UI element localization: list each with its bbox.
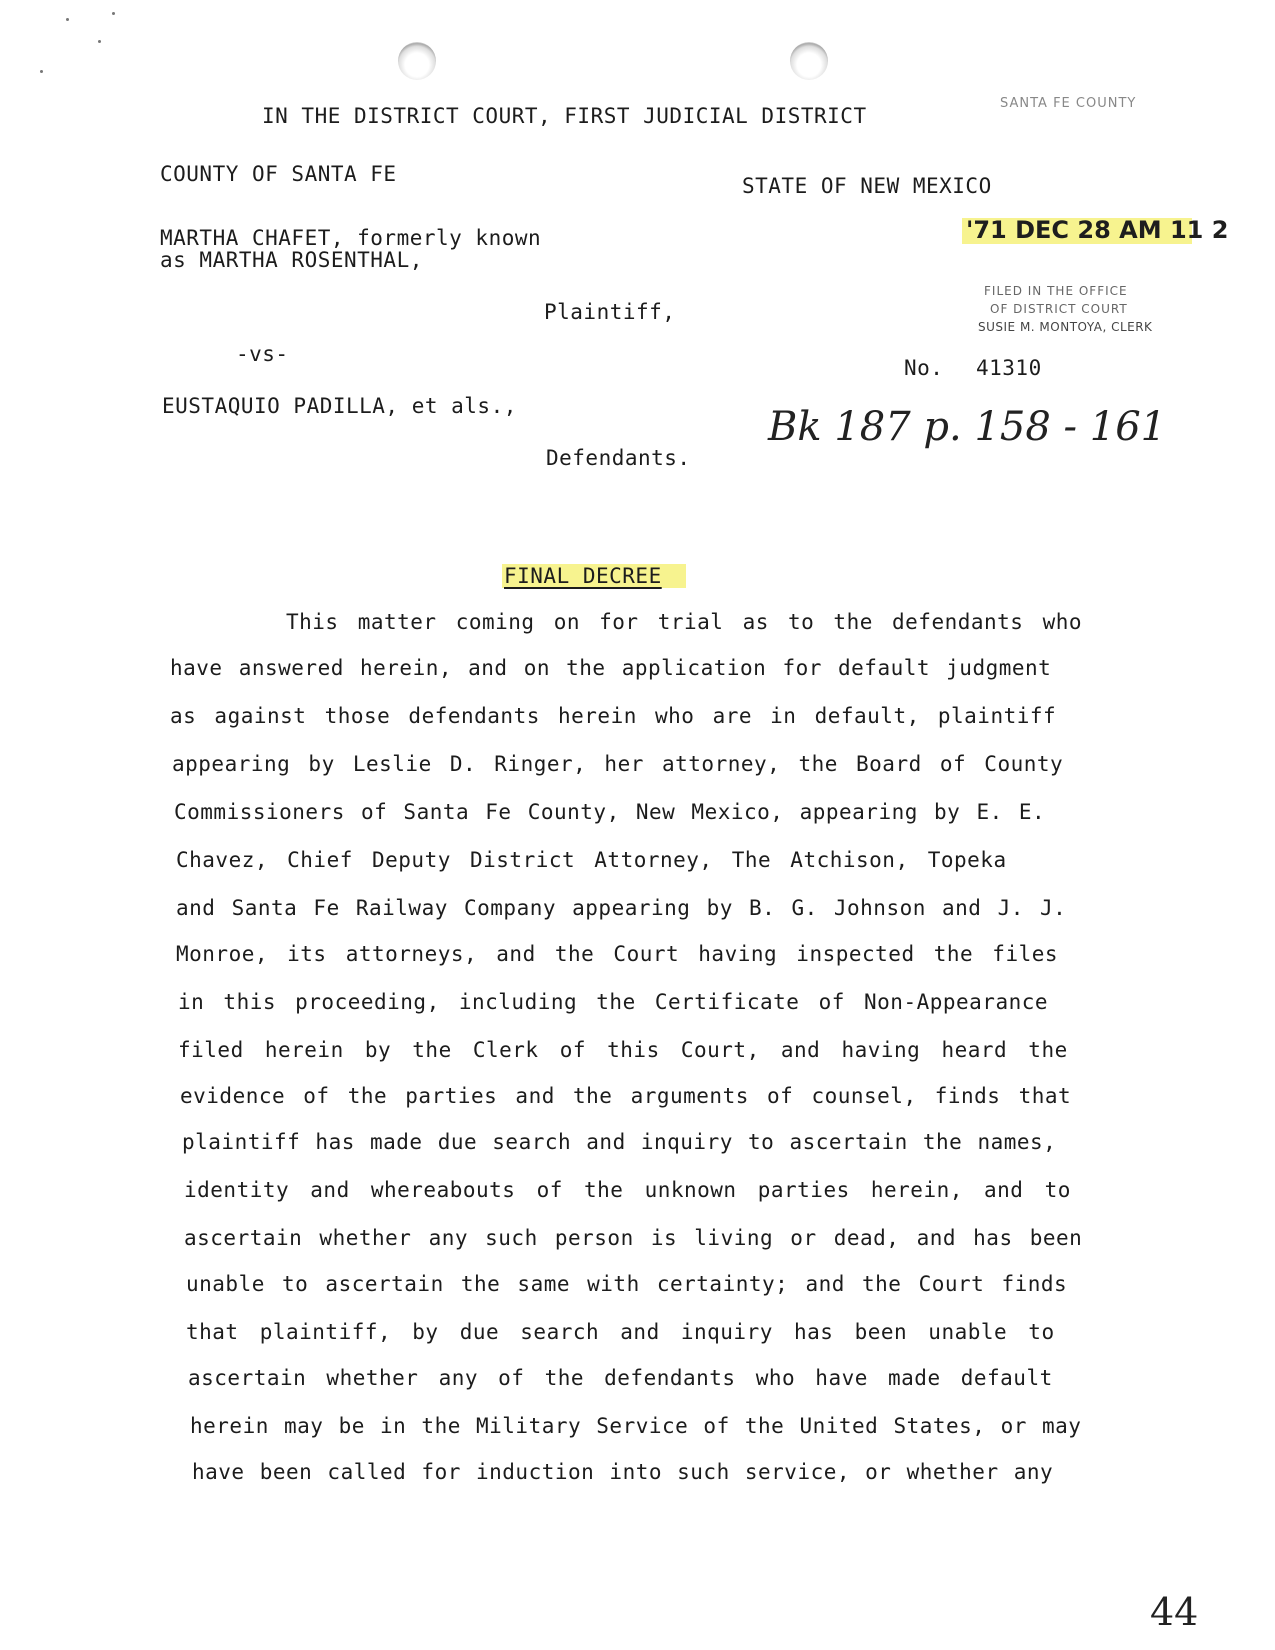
punch-hole-left — [398, 42, 436, 80]
defendant-name: EUSTAQUIO PADILLA, et als., — [162, 394, 517, 418]
speck — [40, 70, 43, 73]
body-line: appearing by Leslie D. Ringer, her attorney, the Board of County — [172, 752, 1064, 776]
case-number: 41310 — [976, 356, 1042, 380]
versus-label: -vs- — [236, 342, 289, 366]
court-heading: IN THE DISTRICT COURT, FIRST JUDICIAL DISTRICT — [262, 104, 867, 128]
body-line: Chavez, Chief Deputy District Attorney, The Atchison, Topeka — [176, 848, 1007, 872]
body-line: and Santa Fe Railway Company appearing by B. G. Johnson and J. J. — [176, 896, 1067, 920]
state-label: STATE OF NEW MEXICO — [742, 174, 992, 198]
speck — [98, 40, 101, 43]
body-line: in this proceeding, including the Certificate of Non-Appearance — [178, 990, 1049, 1014]
body-line: herein may be in the Military Service of the United States, or may — [190, 1414, 1082, 1438]
stamp-line-3: SUSIE M. MONTOYA, CLERK — [978, 320, 1153, 334]
body-line: as against those defendants herein who are in default, plaintiff — [170, 704, 1057, 728]
body-line: unable to ascertain the same with certainty; and the Court finds — [186, 1272, 1068, 1296]
stamp-line-1: FILED IN THE OFFICE — [984, 284, 1128, 298]
body-line: filed herein by the Clerk of this Court, and having heard the — [178, 1038, 1068, 1062]
county-label: COUNTY OF SANTA FE — [160, 162, 397, 186]
body-line: ascertain whether any of the defendants who have made default — [188, 1366, 1053, 1390]
body-line: Commissioners of Santa Fe County, New Mexico, appearing by E. E. — [174, 800, 1046, 824]
body-line: have answered herein, and on the application for default judgment — [170, 656, 1052, 680]
document-title: FINAL DECREE — [504, 564, 662, 588]
handwritten-book-reference: Bk 187 p. 158 - 161 — [768, 404, 1167, 450]
stamp-line-2: OF DISTRICT COURT — [990, 302, 1128, 316]
body-line: ascertain whether any such person is living or dead, and has been — [184, 1226, 1083, 1250]
body-line: evidence of the parties and the arguments of counsel, finds that — [180, 1084, 1072, 1108]
speck — [66, 18, 69, 21]
body-line: have been called for induction into such service, or whether any — [192, 1460, 1054, 1484]
speck — [112, 12, 115, 15]
handwritten-page-number: 44 — [1150, 1590, 1199, 1634]
defendant-role: Defendants. — [546, 446, 691, 470]
case-number-label: No. — [904, 356, 944, 380]
body-line: Monroe, its attorneys, and the Court having inspected the files — [176, 942, 1059, 966]
plaintiff-role: Plaintiff, — [544, 300, 676, 324]
body-line: plaintiff has made due search and inquiry to ascertain the names, — [182, 1130, 1057, 1154]
punch-hole-right — [790, 42, 828, 80]
body-line: This matter coming on for trial as to the defendants who — [286, 610, 1083, 634]
plaintiff-name-line-2: as MARTHA ROSENTHAL, — [160, 248, 423, 272]
body-line: identity and whereabouts of the unknown parties herein, and to — [184, 1178, 1071, 1202]
body-line: that plaintiff, by due search and inquiry has been unable to — [186, 1320, 1055, 1344]
plaintiff-name-line-1: MARTHA CHAFET, formerly known — [160, 226, 542, 250]
stamp-date: '71 DEC 28 AM 11 2 — [966, 216, 1229, 244]
stamp-county: SANTA FE COUNTY — [1000, 96, 1137, 111]
